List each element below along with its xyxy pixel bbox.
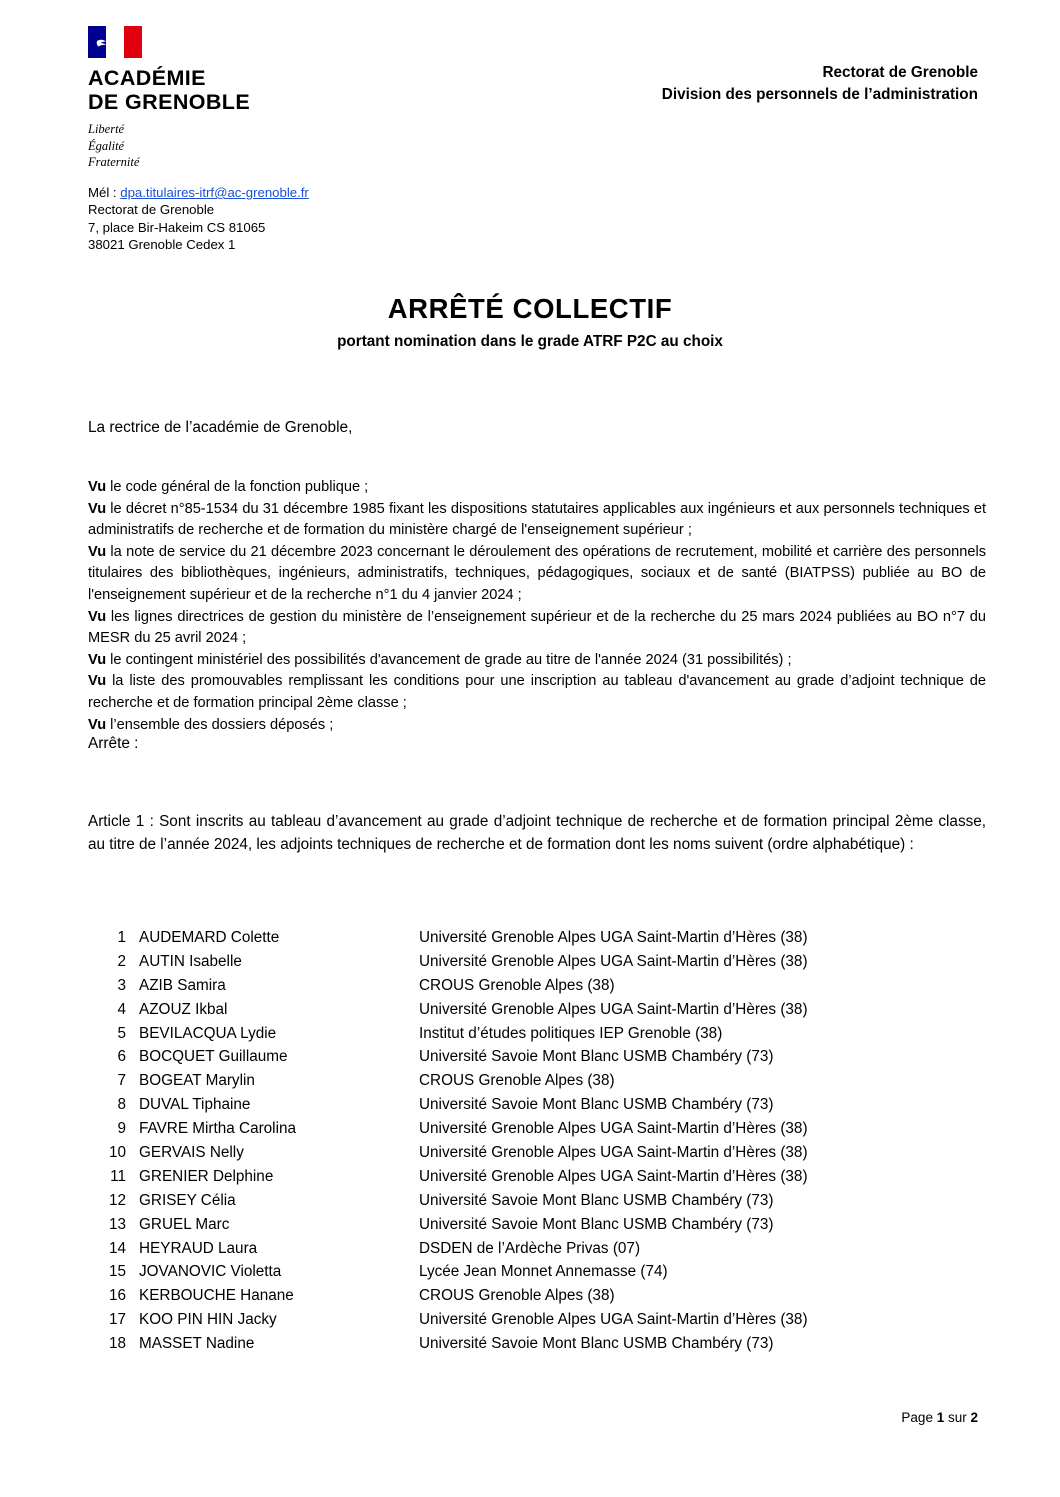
row-establishment: Université Grenoble Alpes UGA Saint-Martin d’Hères (38) xyxy=(419,952,808,970)
footer-total-pages: 2 xyxy=(970,1410,978,1425)
footer-middle: sur xyxy=(944,1410,971,1425)
row-number: 16 xyxy=(108,1287,126,1305)
row-person-name: GERVAIS Nelly xyxy=(139,1144,244,1162)
republic-motto xyxy=(88,121,348,171)
row-person-name: GRENIER Delphine xyxy=(139,1167,274,1185)
row-establishment: DSDEN de l’Ardèche Privas (07) xyxy=(419,1239,641,1257)
row-establishment: Université Grenoble Alpes UGA Saint-Martin d’Hères (38) xyxy=(419,1120,808,1138)
vu-prefix: Vu xyxy=(88,608,107,625)
header-department-block xyxy=(662,62,978,106)
intro-line: La rectrice de l’académie de Grenoble, xyxy=(88,419,353,436)
row-establishment: CROUS Grenoble Alpes (38) xyxy=(419,1287,615,1305)
row-number: 9 xyxy=(117,1120,126,1138)
motto-fraternite: Fraternité xyxy=(88,155,140,170)
row-number: 3 xyxy=(117,976,126,994)
row-person-name: BOGEAT Marylin xyxy=(139,1072,255,1090)
row-establishment: Université Savoie Mont Blanc USMB Chambéry (73) xyxy=(419,1048,774,1066)
row-person-name: AZOUZ Ikbal xyxy=(139,1000,228,1018)
row-number: 18 xyxy=(108,1335,126,1353)
row-person-name: BEVILACQUA Lydie xyxy=(139,1024,277,1042)
row-person-name: AZIB Samira xyxy=(139,976,226,994)
arrete-line: Arrête : xyxy=(88,735,139,752)
footer-current-page: 1 xyxy=(936,1410,945,1425)
vu-item xyxy=(88,477,986,499)
mail-line xyxy=(88,184,309,201)
header-rectorat-line: Rectorat de Grenoble xyxy=(822,64,978,81)
row-number: 13 xyxy=(108,1215,126,1233)
title-block xyxy=(0,294,1060,351)
vu-text: la note de service du 21 décembre 2023 concernant le déroulement des opérations de recrutement, mobilité et carrière des personnels titulaires des bibliothèques, ingénieurs, administratifs, techniques, pédagogiques, sociaux et de santé (BIATPSS) publiée au BO de l'enseignement supérieur et de la recherche n°1 du 4 janvier 2024 ; xyxy=(88,543,986,603)
vu-prefix: Vu xyxy=(88,716,107,733)
vu-text: les lignes directrices de gestion du ministère de l’enseignement supérieur et de la recherche du 25 mars 2024 publiées au BO n°7 du MESR du 25 avril 2024 ; xyxy=(88,608,986,647)
row-person-name: HEYRAUD Laura xyxy=(139,1239,258,1257)
academy-name xyxy=(88,66,348,114)
row-establishment: Université Savoie Mont Blanc USMB Chambéry (73) xyxy=(419,1215,774,1233)
row-establishment: Université Savoie Mont Blanc USMB Chambéry (73) xyxy=(419,1096,774,1114)
address-line-street: 7, place Bir-Hakeim CS 81065 xyxy=(88,219,266,235)
row-establishment: Institut d’études politiques IEP Grenoble (38) xyxy=(419,1024,723,1042)
row-person-name: DUVAL Tiphaine xyxy=(139,1096,251,1114)
french-flag-marianne-icon xyxy=(88,26,142,58)
row-person-name: KERBOUCHE Hanane xyxy=(139,1287,294,1305)
row-establishment: Université Savoie Mont Blanc USMB Chambéry (73) xyxy=(419,1335,774,1353)
document-header xyxy=(0,0,1060,170)
row-establishment: Université Grenoble Alpes UGA Saint-Martin d’Hères (38) xyxy=(419,1000,808,1018)
vu-text: la liste des promouvables remplissant les conditions pour une inscription au tableau d'avancement au grade d’adjoint technique de recherche et de formation principal 2ème classe ; xyxy=(88,673,986,711)
vu-text: l’ensemble des dossiers déposés ; xyxy=(106,716,334,733)
table-row xyxy=(88,1284,986,1308)
address-line-rectorat: Rectorat de Grenoble xyxy=(88,202,215,218)
row-person-name: AUDEMARD Colette xyxy=(139,929,280,946)
row-establishment: Université Grenoble Alpes UGA Saint-Martin d’Hères (38) xyxy=(419,1311,808,1329)
vu-item xyxy=(88,671,986,714)
academy-name-line1: ACADÉMIE xyxy=(88,66,206,90)
contact-address-block xyxy=(88,184,309,254)
vu-item xyxy=(88,607,986,650)
row-person-name: MASSET Nadine xyxy=(139,1335,255,1353)
vu-text: le contingent ministériel des possibilités d'avancement de grade au titre de l'année 2024 (31 possibilités) ; xyxy=(106,651,792,668)
table-row xyxy=(88,950,986,974)
table-row xyxy=(88,1141,986,1165)
vu-item xyxy=(88,499,986,542)
row-number: 2 xyxy=(117,952,126,970)
table-row xyxy=(88,1117,986,1141)
row-number: 12 xyxy=(108,1191,126,1209)
vu-text: le code général de la fonction publique ; xyxy=(106,479,369,495)
row-number: 5 xyxy=(117,1024,126,1042)
table-row xyxy=(88,1093,986,1117)
row-establishment: CROUS Grenoble Alpes (38) xyxy=(419,976,615,994)
vu-item xyxy=(88,715,986,737)
table-row xyxy=(88,1213,986,1237)
row-number: 17 xyxy=(108,1311,126,1329)
academy-logo-block xyxy=(88,26,348,171)
header-division-line: Division des personnels de l’administration xyxy=(661,86,978,104)
row-number: 11 xyxy=(110,1167,126,1185)
row-person-name: BOCQUET Guillaume xyxy=(139,1048,288,1066)
row-person-name: FAVRE Mirtha Carolina xyxy=(139,1120,296,1138)
table-row xyxy=(88,1332,986,1356)
table-row xyxy=(88,1260,986,1284)
table-row xyxy=(88,974,986,998)
vu-text: le décret n°85-1534 du 31 décembre 1985 fixant les dispositions statutaires applicables aux ingénieurs et aux personnels techniques et administratifs de recherche et de formation du ministère chargé de l'enseignement supérieur ; xyxy=(88,500,986,539)
footer-prefix: Page xyxy=(901,1410,937,1425)
table-row xyxy=(88,926,986,950)
row-person-name: GRUEL Marc xyxy=(139,1215,230,1233)
row-establishment: Université Grenoble Alpes UGA Saint-Martin d’Hères (38) xyxy=(419,1167,808,1185)
mail-label: Mél : xyxy=(88,185,121,200)
row-number: 1 xyxy=(117,929,126,946)
table-row xyxy=(88,1165,986,1189)
table-row xyxy=(88,1045,986,1069)
row-number: 8 xyxy=(117,1096,126,1114)
row-number: 6 xyxy=(117,1048,126,1066)
vu-item xyxy=(88,542,986,607)
academy-name-line2: DE GRENOBLE xyxy=(88,90,251,115)
row-establishment: Université Grenoble Alpes UGA Saint-Martin d’Hères (38) xyxy=(419,1144,808,1162)
row-number: 14 xyxy=(108,1239,126,1257)
row-establishment: CROUS Grenoble Alpes (38) xyxy=(419,1072,615,1090)
table-row xyxy=(88,1022,986,1046)
row-number: 4 xyxy=(117,1000,126,1018)
motto-liberte: Liberté xyxy=(88,122,125,137)
address-line-city: 38021 Grenoble Cedex 1 xyxy=(88,237,236,253)
vu-prefix: Vu xyxy=(88,479,107,495)
nominees-list xyxy=(88,926,986,1356)
vu-clauses xyxy=(88,477,986,736)
table-row xyxy=(88,1308,986,1332)
row-person-name: JOVANOVIC Violetta xyxy=(139,1263,282,1281)
table-row xyxy=(88,1069,986,1093)
row-person-name: AUTIN Isabelle xyxy=(139,952,242,970)
row-person-name: GRISEY Célia xyxy=(139,1191,236,1209)
row-establishment: Université Grenoble Alpes UGA Saint-Martin d’Hères (38) xyxy=(419,929,808,946)
row-establishment: Université Savoie Mont Blanc USMB Chambéry (73) xyxy=(419,1191,774,1209)
page-title: ARRÊTÉ COLLECTIF xyxy=(387,293,673,324)
vu-prefix: Vu xyxy=(88,651,107,668)
row-establishment: Lycée Jean Monnet Annemasse (74) xyxy=(419,1263,668,1281)
page-footer xyxy=(901,1410,978,1425)
table-row xyxy=(88,1237,986,1261)
vu-prefix: Vu xyxy=(88,500,107,517)
page-subtitle: portant nomination dans le grade ATRF P2C au choix xyxy=(337,333,723,351)
vu-prefix: Vu xyxy=(88,543,107,560)
row-number: 7 xyxy=(117,1072,126,1090)
row-person-name: KOO PIN HIN Jacky xyxy=(139,1311,277,1329)
email-link[interactable]: dpa.titulaires-itrf@ac-grenoble.fr xyxy=(120,185,309,200)
table-row xyxy=(88,998,986,1022)
row-number: 10 xyxy=(108,1144,126,1162)
table-row xyxy=(88,1189,986,1213)
vu-prefix: Vu xyxy=(88,673,107,690)
row-number: 15 xyxy=(108,1263,126,1281)
vu-item xyxy=(88,650,986,672)
motto-egalite: Égalité xyxy=(88,138,125,153)
article-1-paragraph: Article 1 : Sont inscrits au tableau d’avancement au grade d’adjoint technique de recherche et de formation principal 2ème classe, au titre de l’année 2024, les adjoints techniques de recherche et de formation dont les noms suivent (ordre alphabétique) : xyxy=(88,813,986,854)
